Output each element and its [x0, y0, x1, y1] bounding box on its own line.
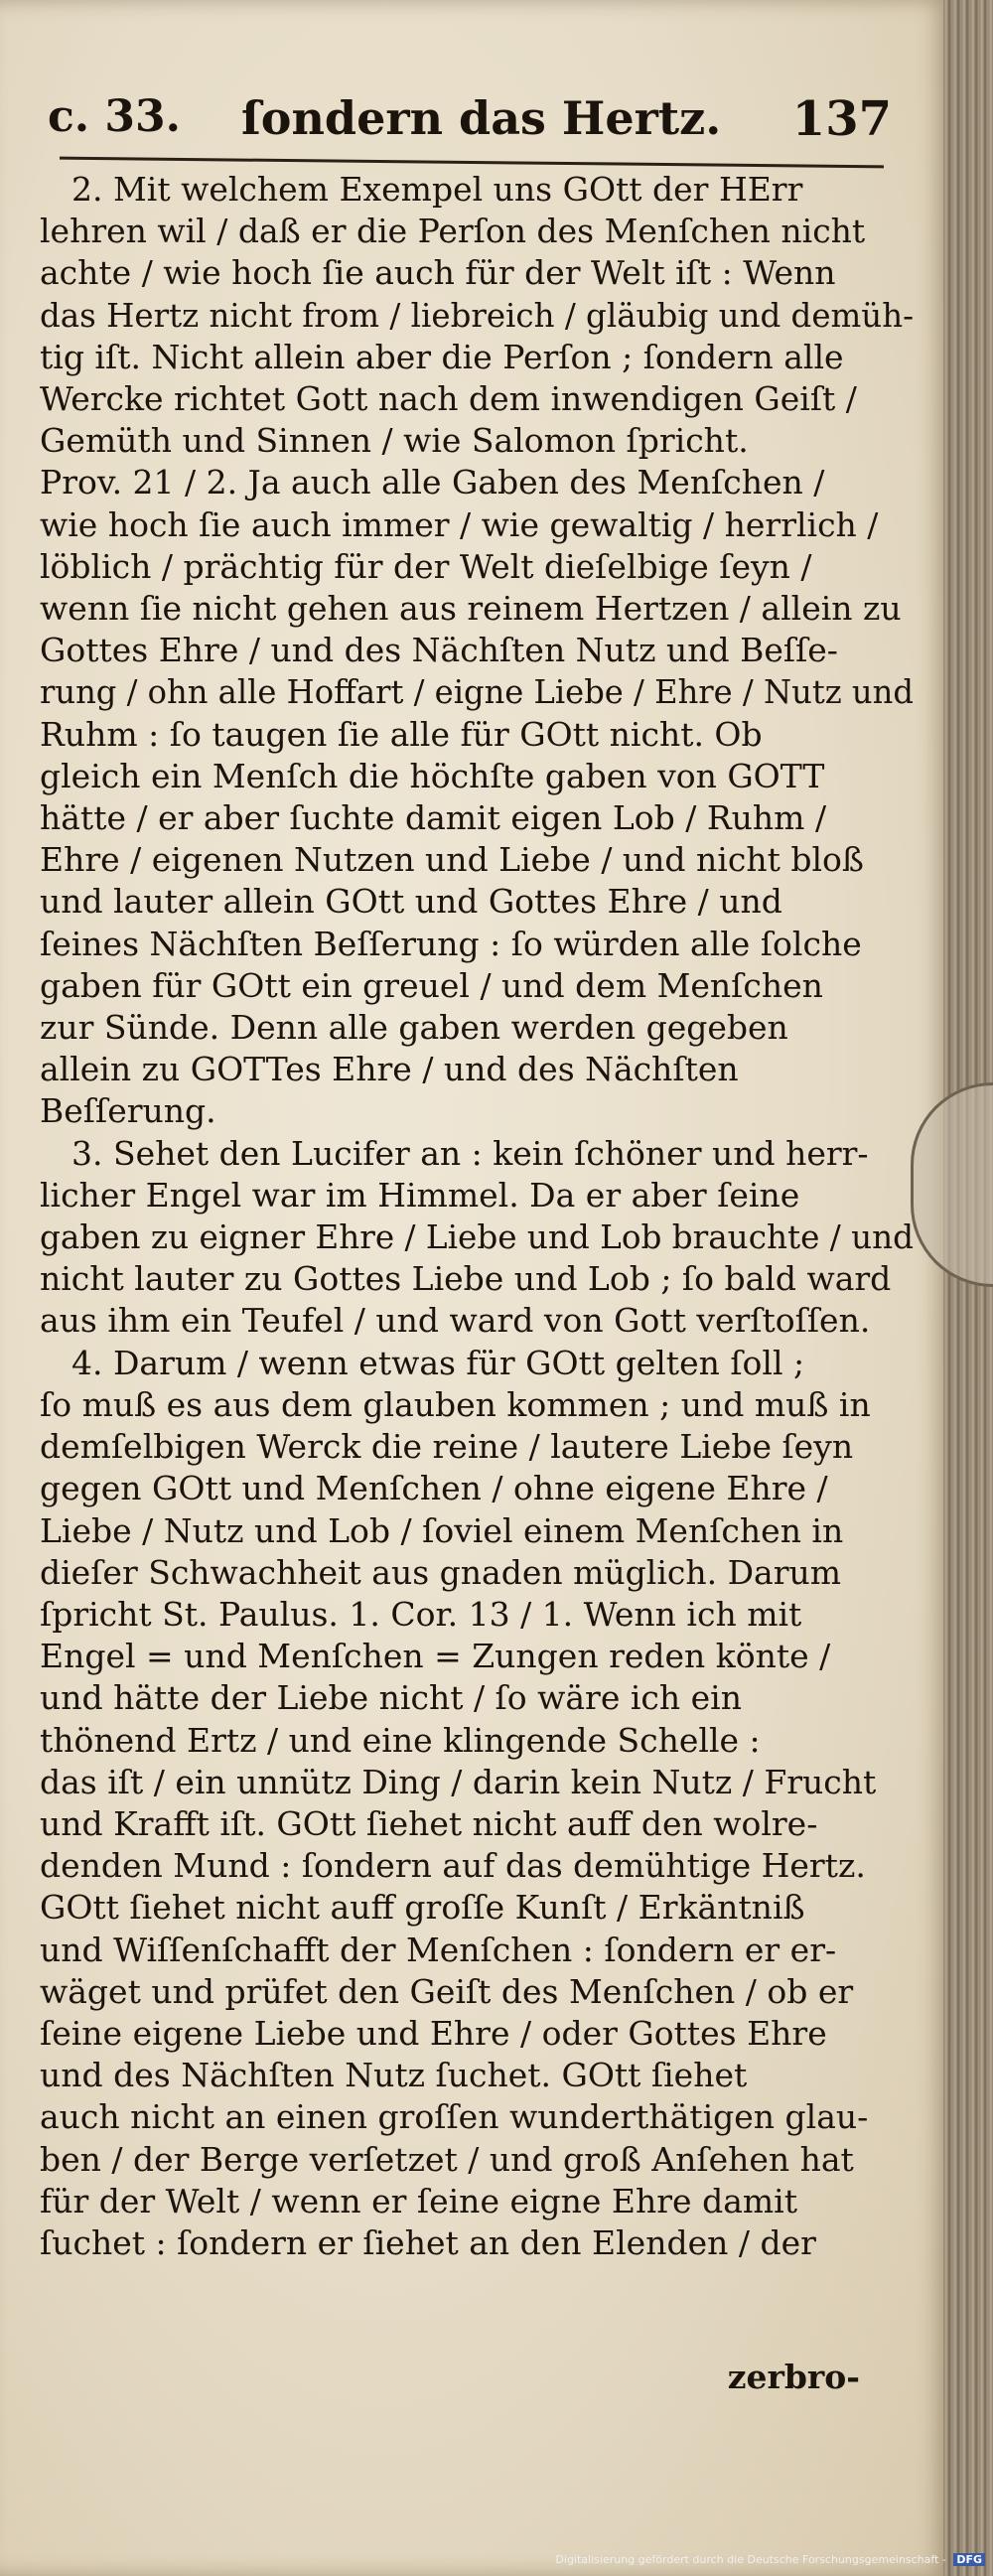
text-line: Engel = und Menſchen = Zungen reden könte / [40, 1637, 831, 1676]
text-line: gaben für GOtt ein greuel / und dem Menſchen [40, 965, 823, 1005]
footer-text: Digitalisierung gefördert durch die Deutsche Forschungsgemeinschaft - [555, 2553, 946, 2566]
text-line: nicht lauter zu Gottes Liebe und Lob ; ſo bald ward [40, 1259, 892, 1299]
text-line: achte / wie hoch ſie auch für der Welt iſt : Wenn [40, 253, 836, 293]
digitization-footer [555, 2553, 985, 2566]
text-line: 2. Mit welchem Exempel uns GOtt der HErr [71, 170, 803, 209]
dfg-logo: DFG [953, 2553, 985, 2566]
text-line: gaben zu eigner Ehre / Liebe und Lob brauchte / und [40, 1217, 915, 1257]
text-line: ben / der Berge verſetzet / und groß Anſehen hat [40, 2139, 854, 2179]
text-line: ſeines Nächſten Beſſerung : ſo würden alle ſolche [40, 924, 862, 963]
text-line: dieſer Schwachheit aus gnaden müglich. Darum [40, 1552, 842, 1592]
text-line: licher Engel war im Himmel. Da er aber ſeine [40, 1175, 800, 1215]
text-line: demſelbigen Werck die reine / lautere Liebe ſeyn [40, 1427, 854, 1467]
text-line: wäget und prüfet den Geiſt des Menſchen / ob er [40, 1971, 854, 2011]
text-line: Gottes Ehre / und des Nächſten Nutz und Beſſe- [40, 631, 838, 670]
text-line: gleich ein Menſch die höchſte gaben von GOTT [40, 756, 825, 795]
text-line: und hätte der Liebe nicht / ſo wäre ich ein [40, 1678, 742, 1718]
text-line: lehren wil / daß er die Perſon des Menſchen nicht [40, 212, 866, 251]
text-line: wie hoch ſie auch immer / wie gewaltig / herrlich / [40, 504, 879, 544]
text-line: das Hertz nicht from / liebreich / gläubig und demüh- [40, 295, 915, 335]
text-line: zur Sünde. Denn alle gaben werden gegeben [40, 1008, 788, 1048]
text-line: Ehre / eigenen Nutzen und Liebe / und nicht bloß [40, 840, 864, 880]
text-line: Ruhm : ſo taugen ſie alle für GOtt nicht. Ob [40, 714, 763, 754]
text-line: Beſſerung. [40, 1091, 216, 1131]
text-line: tig iſt. Nicht allein aber die Perſon ; ſondern alle [40, 337, 844, 376]
body-text [40, 169, 914, 2264]
text-line: rung / ohn alle Hoffart / eigne Liebe / Ehre / Nutz und [40, 672, 914, 712]
text-line: aus ihm ein Teufel / und ward von Gott verſtoſſen. [40, 1301, 871, 1341]
text-line: und Wiſſenſchafft der Menſchen : ſondern er er- [40, 1930, 837, 1969]
text-line: und Krafft iſt. GOtt ſiehet nicht auff den wolre- [40, 1803, 818, 1843]
text-line: ſeine eigene Liebe und Ehre / oder Gottes Ehre [40, 2013, 827, 2053]
text-line: GOtt ſiehet nicht auff groſſe Kunſt / Erkäntniß [40, 1888, 805, 1928]
text-line: gegen GOtt und Menſchen / ohne eigene Ehre / [40, 1469, 828, 1508]
text-line: denden Mund : ſondern auf das demühtige Hertz. [40, 1846, 866, 1886]
text-line: für der Welt / wenn er ſeine eigne Ehre damit [40, 2181, 797, 2220]
text-line: Gemüth und Sinnen / wie Salomon ſpricht. [40, 421, 749, 461]
page-number: 137 [791, 91, 892, 147]
text-line: das iſt / ein unnütz Ding / darin kein Nutz / Frucht [40, 1762, 877, 1801]
text-line: Wercke richtet Gott nach dem inwendigen Geiſt / [40, 379, 857, 419]
text-line: und des Nächſten Nutz ſuchet. GOtt ſiehet [40, 2056, 748, 2095]
page-header [48, 91, 902, 161]
text-line: hätte / er aber ſuchte damit eigen Lob / Ruhm / [40, 798, 827, 838]
text-line: wenn ſie nicht gehen aus reinem Hertzen / allein zu [40, 589, 902, 629]
text-line: löblich / prächtig für der Welt dieſelbige ſeyn / [40, 546, 812, 586]
book-edge [943, 0, 993, 2576]
text-line: thönend Ertz / und eine klingende Schelle : [40, 1720, 761, 1760]
text-line: und lauter allein GOtt und Gottes Ehre / und [40, 882, 782, 922]
text-line: ſpricht St. Paulus. 1. Cor. 13 / 1. Wenn ich mit [40, 1594, 802, 1634]
text-line: auch nicht an einen groſſen wunderthätigen glau- [40, 2097, 869, 2137]
text-line: 4. Darum / wenn etwas für GOtt gelten ſoll ; [71, 1343, 805, 1382]
text-line: Prov. 21 / 2. Ja auch alle Gaben des Menſchen / [40, 463, 825, 502]
text-line: Liebe / Nutz und Lob / ſoviel einem Menſchen in [40, 1510, 844, 1550]
text-line: ſuchet : ſondern er ſiehet an den Elenden / der [40, 2222, 816, 2262]
running-title: ſondern das Hertz. [241, 91, 722, 145]
text-line: ſo muß es aus dem glauben kommen ; und muß in [40, 1384, 871, 1424]
chapter-marker: c. 33. [48, 91, 181, 142]
text-line: allein zu GOTTes Ehre / und des Nächſten [40, 1050, 739, 1089]
catchword: zerbro- [727, 2358, 860, 2396]
text-line: 3. Sehet den Lucifer an : kein ſchöner und herr- [71, 1133, 869, 1173]
